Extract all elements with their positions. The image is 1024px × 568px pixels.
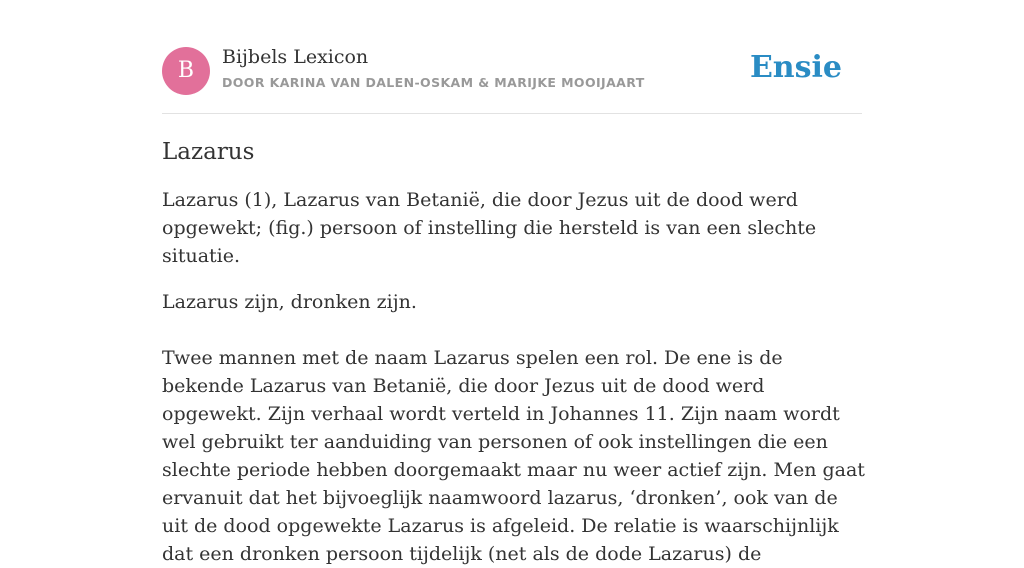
header [162,46,862,96]
avatar-letter: B [177,58,195,83]
lexicon-authors: DOOR KARINA VAN DALEN-OSKAM & MARIJKE MOOIJAART [222,75,645,90]
entry-title: Lazarus [162,139,255,165]
entry-body: Twee mannen met de naam Lazarus spelen een rol. De ene is de bekende Lazarus van Betanië, die door Jezus uit de dood werd opgewekt. Zijn verhaal wordt verteld in Johannes 11. Zijn naam wordt wel gebruikt ter aanduiding van personen of ook instellingen die een slechte periode hebben doorgemaakt maar nu weer actief zijn. Men gaat ervanuit dat het bijvoeglijk naamwoord lazarus, ‘dronken’, ook van de uit de dood opgewekte Lazarus is afgeleid. De relatie is waarschijnlijk dat een dronken persoon tijdelijk (net als de dode Lazarus) de [162,347,865,565]
lexicon-title[interactable]: Bijbels Lexicon [222,46,369,68]
entry-content [162,136,866,568]
header-divider [162,113,862,114]
ensie-logo[interactable]: Ensie [749,50,842,85]
lexicon-avatar[interactable] [162,47,210,95]
entry-definition: Lazarus (1), Lazarus van Betanië, die door Jezus uit de dood werd opgewekt; (fig.) persoon of instelling die hersteld is van een slechte situatie. [162,189,817,267]
entry-expression: Lazarus zijn, dronken zijn. [162,291,417,313]
